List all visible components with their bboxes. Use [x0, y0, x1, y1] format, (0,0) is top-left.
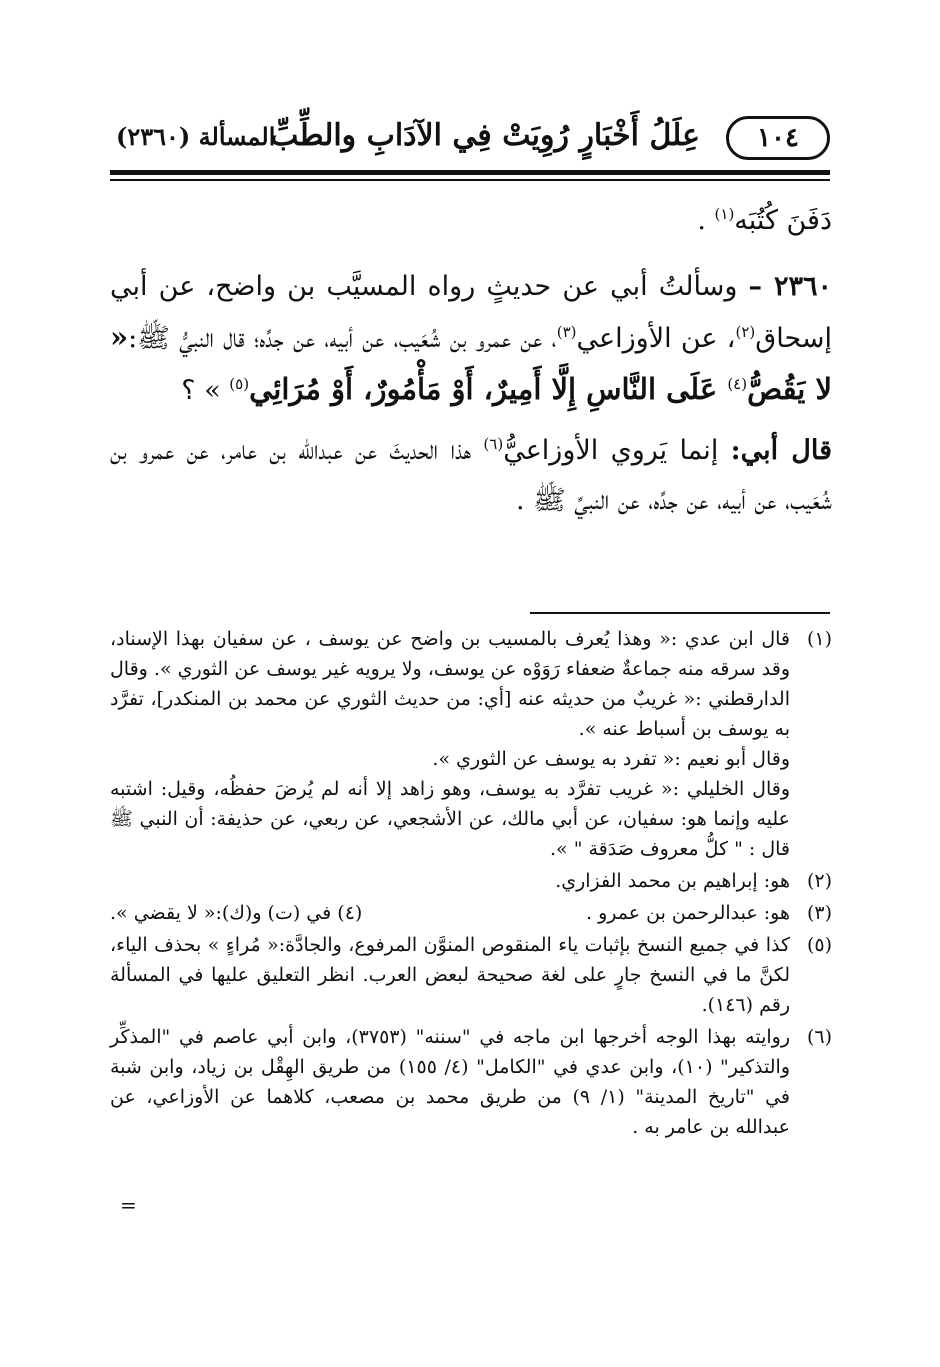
question-text-3: ، عن عمرو بن شُعَيب، عن أبيه، عن جدِّه؛ قال النبيُّ ﷺ:: [128, 323, 557, 354]
footnote-5-text: كذا في جميع النسخ بإثبات ياء المنقوص المنوَّن المرفوع، والجادَّة:« مُراءٍ » بحذف الياء، لكنَّ ما في النسخ جارٍ على لغة صحيحة لبعض العرب. انظر التعليق عليها في المسألة رقم (١٤٦).: [110, 934, 790, 1016]
question-text-2: ، عن الأوزاعي: [576, 323, 736, 354]
footnote-number: (٥): [806, 934, 832, 956]
header-rule-thick: [110, 170, 830, 175]
footnote-6-text: روايته بهذا الوجه أخرجها ابن ماجه في "سننه" (٣٧٥٣)، وابن أبي عاصم في "المذكِّر والتذكير" (١٠)، وابن عدي في "الكامل" (٤/ ١٥٥) من طريق الهِقْل بن زياد، وابن شبة في "تاريخ المدينة" (١/ ٩) من طريق محمد بن مصعب، كلاهما عن الأوزاعي، عن عبدالله بن عامر به .: [110, 1026, 791, 1138]
footnote-ref-5: (٥): [229, 375, 250, 393]
footnote-6: [110, 1022, 832, 1142]
footnote-1-para-3: وقال الخليلي :« غريب تفرَّد به يوسف، وهو زاهد إلا أنه لم يُرضَ حفظُه، وقيل: اشتبه عليه وإنما هو: سفيان، عن أبي مالك، عن الأشجعي، عن ربعي، عن حذيفة: أن النبي ﷺ قال : " كلُّ معروف صَدَقة " ».: [110, 778, 790, 860]
hadith-text-2: عَلَى النَّاسِ إِلَّا أَمِيرٌ، أَوْ مَأْمُورٌ، أَوْ مُرَائِي: [249, 372, 728, 406]
footnote-5: [110, 930, 832, 1020]
hadith-text-1: « لا يَقُصُّ: [110, 320, 832, 406]
book-title: عِلَلُ أَخْبَارٍ رُوِيَتْ فِي الآدَابِ والطِّبِّ: [270, 118, 700, 153]
continuation-mark: =: [120, 1193, 137, 1217]
footnote-2: [110, 866, 832, 896]
issue-title: المسألة (٢٣٦٠): [116, 122, 276, 151]
footnote-2-text: هو: إبراهيم بن محمد الفزاري.: [555, 870, 790, 892]
footnote-3-text: هو: عبدالرحمن بن عمرو .: [586, 902, 790, 924]
footnote-3: [110, 898, 832, 928]
footnote-ref-2: (٢): [735, 323, 756, 341]
footnote-1: [110, 624, 832, 864]
answer-label: قال أبي:: [730, 435, 833, 466]
footnote-number: (٢): [806, 870, 832, 892]
issue-number: ٢٣٦٠ –: [748, 271, 832, 302]
footnote-1-para-1: قال ابن عدي :« وهذا يُعرف بالمسيب بن واضح عن يوسف ، عن سفيان بهذا الإسناد، وقد سرقه منه جماعةٌ ضعفاء رَوَوْه عن يوسف، ولا يرويه غير يوسف عن الثوري ». وقال الدارقطني :« غريبٌ من حديثه عنه [أي: من حديث الثوري عن محمد بن المنكدر]، تفرَّد به يوسف بن أسباط عنه ».: [110, 628, 790, 740]
answer-text-2: هذا الحديثَ عن عبدالله بن عامر، عن عمرو بن شُعَيب، عن أبيه، عن جدِّه، عن النبيِّ ﷺ .: [110, 435, 832, 516]
hadith-end: » ؟: [181, 375, 230, 406]
answer-paragraph: [110, 426, 832, 526]
question-text-1: وسألتُ أبي عن حديثٍ رواه المسيَّب بن واضح، عن أبي إسحاق: [110, 271, 832, 354]
question-paragraph: [110, 262, 832, 416]
footnotes: [110, 624, 832, 1144]
footnote-1-para-2: وقال أبو نعيم :« تفرد به يوسف عن الثوري ».: [432, 748, 790, 770]
answer-text-1: إنما يَروي الأوزاعيُّ: [503, 435, 731, 466]
footnote-ref-6: (٦): [483, 435, 504, 453]
footnote-separator: [530, 612, 830, 614]
footnote-number: (١): [806, 628, 832, 650]
continuation-line: دَفَنَ كُتُبَه$^{(١)}$ .: [697, 205, 832, 236]
page-header: [110, 112, 830, 174]
footnote-number: (٣): [806, 902, 832, 924]
main-text: [110, 196, 832, 526]
page-number: ١٠٤: [757, 123, 799, 153]
footnote-ref-4: (٤): [727, 375, 748, 393]
footnote-4-text: (٤) في (ت) و(ك):« لا يقضي ».: [110, 902, 363, 924]
footnote-ref-3: (٣): [556, 323, 577, 341]
header-rule-thin: [110, 179, 830, 181]
continuation-text: دَفَنَ كُتُبَه: [734, 205, 832, 236]
footnote-ref-1: (١): [714, 205, 735, 223]
page-number-badge: [726, 116, 830, 160]
footnote-number: (٦): [806, 1026, 832, 1048]
